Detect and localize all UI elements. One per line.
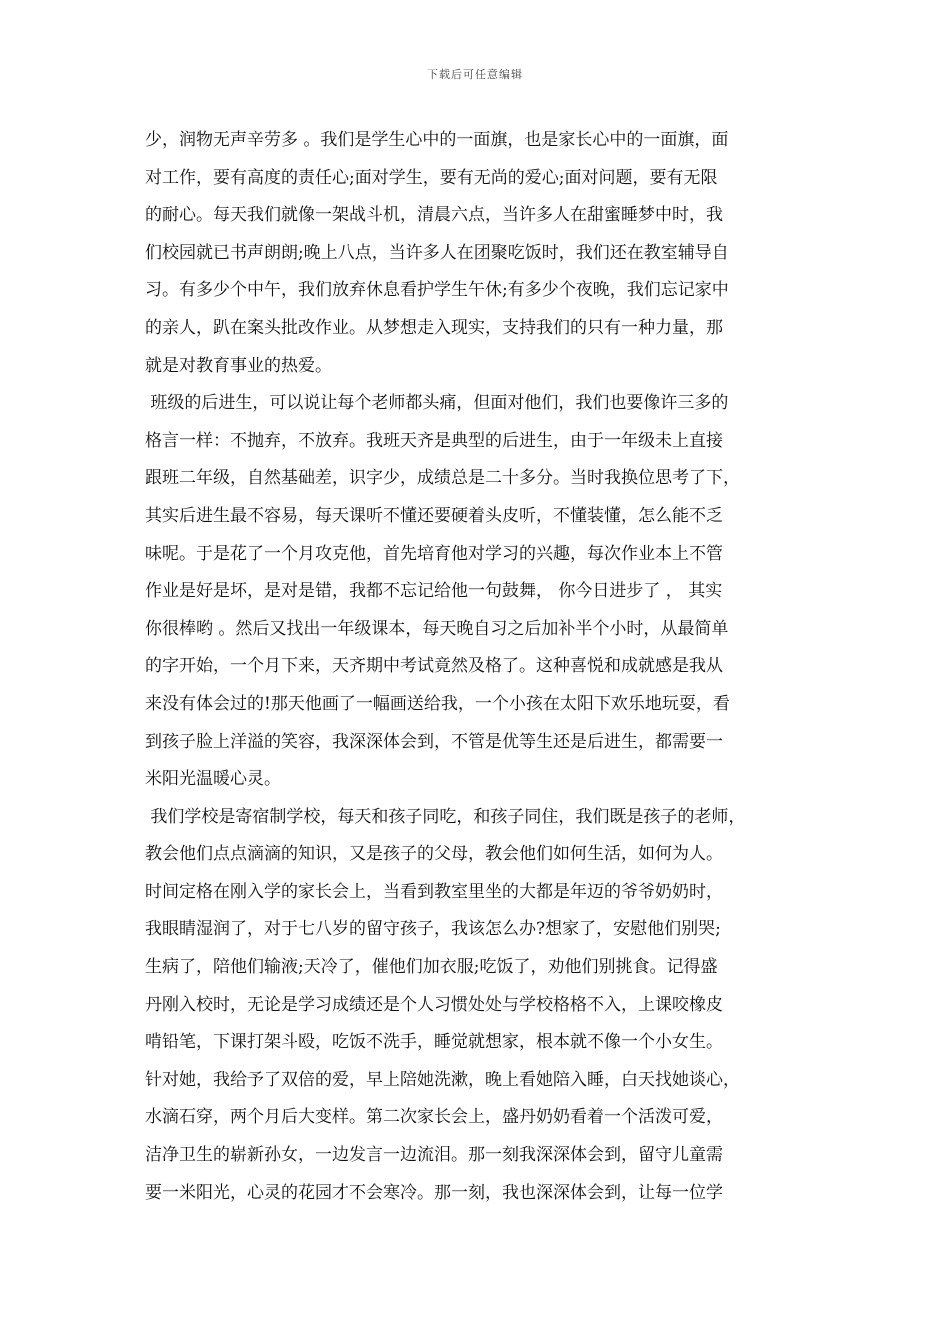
text-line: 教会他们点点滴滴的知识，又是孩子的父母，教会他们如何生活，如何为人。 bbox=[145, 844, 723, 865]
text-line: 班级的后进生，可以说让每个老师都头痛，但面对他们，我们也要像许三多的 bbox=[145, 393, 729, 414]
text-line: 习。有多少个中午，我们放弃休息看护学生午休;有多少个夜晚，我们忘记家中 bbox=[145, 280, 729, 301]
text-line: 丹刚入校时，无论是学习成绩还是个人习惯处处与学校格格不入，上课咬橡皮 bbox=[145, 994, 723, 1015]
text-line: 我们学校是寄宿制学校，每天和孩子同吃，和孩子同住，我们既是孩子的老师， bbox=[145, 806, 746, 827]
text-line: 到孩子脸上洋溢的笑容，我深深体会到，不管是优等生还是后进生，都需要一 bbox=[145, 731, 723, 752]
text-line: 你很棒哟 。然后又找出一年级课本，每天晚自习之后加补半个小时，从最简单 bbox=[145, 618, 729, 639]
text-line: 洁净卫生的崭新孙女，一边发言一边流泪。那一刻我深深体会到，留守儿童需 bbox=[145, 1145, 723, 1166]
text-line: 跟班二年级，自然基础差，识字少，成绩总是二十多分。当时我换位思考了下， bbox=[145, 468, 740, 489]
paragraph bbox=[145, 385, 810, 799]
text-line: 少，润物无声辛劳多 。我们是学生心中的一面旗，也是家长心中的一面旗，面 bbox=[145, 130, 729, 150]
text-line: 水滴石穿，两个月后大变样。第二次家长会上，盛丹奶奶看着一个活泼可爱， bbox=[145, 1107, 723, 1128]
paragraph bbox=[145, 122, 810, 385]
text-line: 米阳光温暖心灵。 bbox=[145, 769, 281, 790]
text-line: 的字开始，一个月下来，天齐期中考试竟然及格了。这种喜悦和成就感是我从 bbox=[145, 656, 723, 677]
text-line: 对工作，要有高度的责任心;面对学生，要有无尚的爱心;面对问题，要有无限 bbox=[145, 167, 718, 188]
text-line: 们校园就已书声朗朗;晚上八点，当许多人在团聚吃饭时，我们还在教室辅导自 bbox=[145, 242, 729, 263]
text-line: 其实后进生最不容易，每天课听不懂还要硬着头皮听，不懂装懂，怎么能不乏 bbox=[145, 505, 723, 526]
text-line: 针对她，我给予了双倍的爱，早上陪她洗漱，晚上看她陪入睡，白天找她谈心， bbox=[145, 1069, 740, 1090]
text-line: 就是对教育事业的热爱。 bbox=[145, 355, 332, 376]
text-line: 的耐心。每天我们就像一架战斗机，清晨六点，当许多人在甜蜜睡梦中时，我 bbox=[145, 205, 723, 226]
text-line: 要一米阳光，心灵的花园才不会寒冷。那一刻，我也深深体会到，让每一位学 bbox=[145, 1182, 723, 1203]
text-line: 味呢。于是花了一个月攻克他，首先培育他对学习的兴趣，每次作业本上不管 bbox=[145, 543, 723, 564]
text-line: 我眼睛湿润了，对于七八岁的留守孩子，我该怎么办?想家了，安慰他们别哭; bbox=[145, 919, 721, 940]
text-line: 作业是好是坏，是对是错，我都不忘记给他一句鼓舞， 你今日进步了 ， 其实 bbox=[145, 581, 723, 602]
text-line: 啃铅笔，下课打架斗殴，吃饭不洗手，睡觉就想家，根本就不像一个小女生。 bbox=[145, 1032, 723, 1053]
text-line: 的亲人，趴在案头批改作业。从梦想走入现实，支持我们的只有一种力量，那 bbox=[145, 317, 723, 338]
text-line: 格言一样：不抛弃，不放弃。我班天齐是典型的后进生，由于一年级未上直接 bbox=[145, 430, 723, 451]
text-line: 时间定格在刚入学的家长会上，当看到教室里坐的大都是年迈的爷爷奶奶时， bbox=[145, 881, 723, 902]
document-body bbox=[145, 122, 810, 1212]
page-header: 下载后可任意编辑 bbox=[427, 68, 523, 81]
text-line: 生病了，陪他们输液;天冷了，催他们加衣服;吃饭了，劝他们别挑食。记得盛 bbox=[145, 957, 718, 978]
paragraph bbox=[145, 799, 810, 1213]
text-line: 来没有体会过的!那天他画了一幅画送给我，一个小孩在太阳下欢乐地玩耍，看 bbox=[145, 693, 730, 714]
